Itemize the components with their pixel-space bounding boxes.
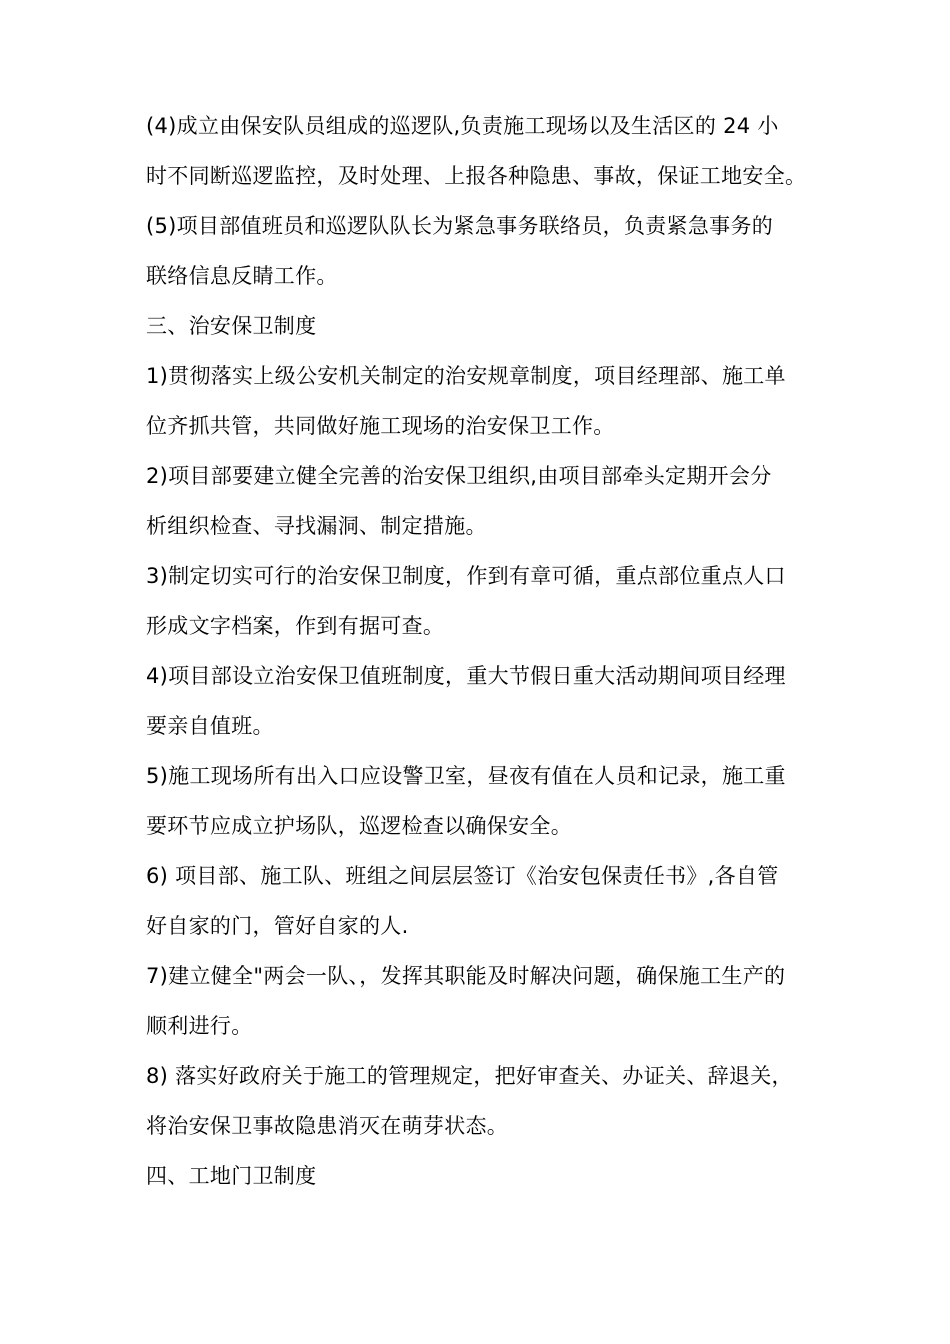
text-line: 形成文字档案，作到有据可查。 <box>146 614 445 638</box>
text-line: 1)贯彻落实上级公安机关制定的治安规章制度，项目经理部、施工单 <box>146 364 786 388</box>
text-line: 析组织检查、寻找漏洞、制定措施。 <box>146 514 487 538</box>
text-line: 顺利进行。 <box>146 1014 253 1038</box>
section-heading: 四、工地门卫制度 <box>146 1164 317 1188</box>
text-line: 6) 项目部、施工队、班组之间层层签订《治安包保责任书》,各自管 <box>146 864 779 888</box>
text-line: 8) 落实好政府关于施工的管理规定，把好审查关、办证关、辞退关， <box>146 1064 793 1088</box>
section-heading: 三、治安保卫制度 <box>146 314 317 338</box>
text-line: (5)项目部值班员和巡逻队队长为紧急事务联络员，负责紧急事务的 <box>146 214 774 238</box>
document-body <box>146 101 818 1201</box>
text-line: 时不同断巡逻监控，及时处理、上报各种隐患、事故，保证工地安全。 <box>146 164 807 188</box>
text-line: 位齐抓共管，共同做好施工现场的治安保卫工作。 <box>146 414 615 438</box>
text-line: 5)施工现场所有出入口应设警卫室，昼夜有值在人员和记录，施工重 <box>146 764 786 788</box>
text-line: 要环节应成立护场队，巡逻检查以确保安全。 <box>146 814 572 838</box>
text-line: 将治安保卫事故隐患消灭在萌芽状态。 <box>146 1114 509 1138</box>
text-line: (4)成立由保安队员组成的巡逻队,负责施工现场以及生活区的 24 小 <box>146 114 779 138</box>
text-line: 2)项目部要建立健全完善的治安保卫组织,由项目部牵头定期开会分 <box>146 464 772 488</box>
text-line: 3)制定切实可行的治安保卫制度，作到有章可循，重点部位重点人口 <box>146 564 786 588</box>
text-line: 4)项目部设立治安保卫值班制度，重大节假日重大活动期间项目经理 <box>146 664 786 688</box>
text-line: 要亲自值班。 <box>146 714 274 738</box>
text-line: 联络信息反睛工作。 <box>146 264 338 288</box>
text-line: 7)建立健全"两会一队、，发挥其职能及时解决问题，确保施工生产的 <box>146 964 786 988</box>
text-line: 好自家的门，管好自家的人. <box>146 914 409 938</box>
